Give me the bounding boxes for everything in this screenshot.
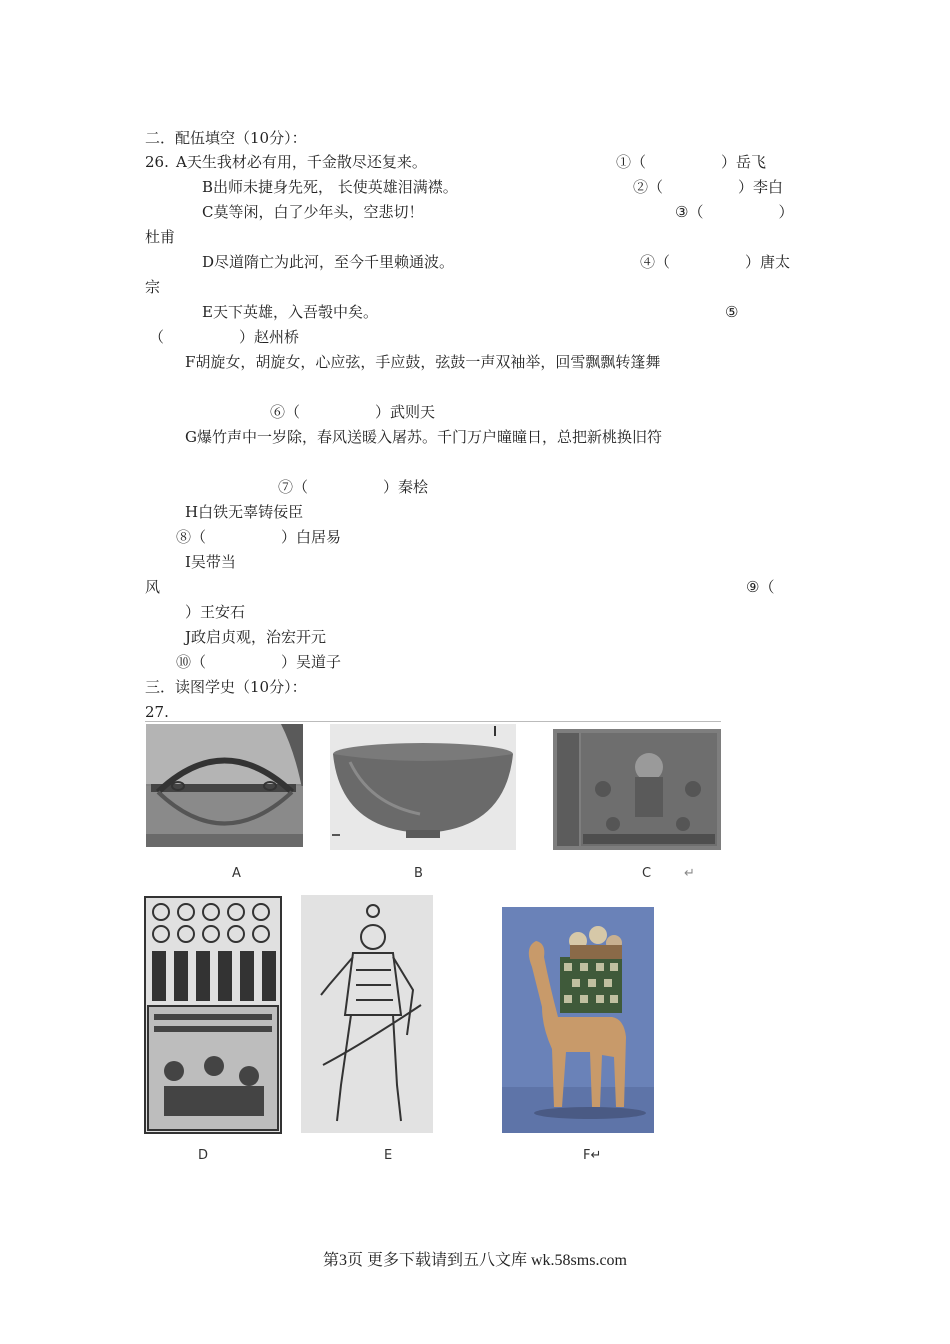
blank-4: ④（ ）唐太 bbox=[640, 253, 791, 271]
photo-a-zhaozhou-bridge bbox=[146, 724, 303, 847]
item-i-cont: 风 bbox=[145, 578, 161, 596]
item-i: I吴带当 bbox=[185, 553, 236, 571]
blank-10: ⑩（ ）吴道子 bbox=[176, 653, 342, 671]
blank-4-cont: 宗 bbox=[145, 278, 161, 296]
q27-label: 27. bbox=[145, 703, 169, 721]
caption-f: F↵ bbox=[583, 1148, 602, 1163]
item-c: C莫等闲，白了少年头，空悲切！ bbox=[202, 203, 424, 221]
item-g: G爆竹声中一岁除，春风送暖入屠苏。千门万户曈曈日，总把新桃换旧符 bbox=[185, 428, 662, 446]
section2-heading: 二．配伍填空（10分）： bbox=[145, 129, 307, 147]
photo-f-tang-sancai-camel bbox=[502, 907, 654, 1133]
caption-a: A bbox=[232, 866, 241, 881]
blank-5: ⑤ bbox=[725, 303, 739, 321]
photo-b-porcelain-bowl bbox=[330, 724, 516, 850]
page-footer: 第3页 更多下载请到五八文库 wk.58sms.com bbox=[322, 1252, 627, 1269]
divider-line bbox=[145, 721, 721, 722]
photo-d-jiaozi-paper-money bbox=[144, 896, 282, 1134]
blank-9-cont: ）王安石 bbox=[185, 603, 246, 621]
blank-8: ⑧（ ）白居易 bbox=[176, 528, 342, 546]
item-h: H白铁无辜铸佞臣 bbox=[185, 503, 304, 521]
caption-c: C bbox=[642, 866, 652, 881]
item-e: E天下英雄，入吾彀中矣。 bbox=[202, 303, 378, 321]
item-b: B出师未捷身先死， 长使英雄泪满襟。 bbox=[202, 178, 458, 196]
item-j: J政启贞观，治宏开元 bbox=[185, 628, 327, 646]
item-a: A天生我材必有用，千金散尽还复来。 bbox=[176, 153, 427, 171]
photo-c-diamond-sutra bbox=[553, 729, 721, 850]
blank-7: ⑦（ ）秦桧 bbox=[278, 478, 429, 496]
item-f: F胡旋女，胡旋女，心应弦，手应鼓，弦鼓一声双袖举，回雪飘飘转篷舞 bbox=[185, 353, 661, 371]
blank-1: ①（ ）岳飞 bbox=[616, 153, 767, 171]
q26-label: 26. bbox=[145, 153, 169, 171]
blank-9: ⑨（ bbox=[746, 578, 775, 596]
caption-d: D bbox=[198, 1148, 209, 1163]
section3-heading: 三．读图学史（10分）： bbox=[145, 678, 307, 696]
item-d: D尽道隋亡为此河，至今千里赖通波。 bbox=[202, 253, 455, 271]
return-mark: ↵ bbox=[684, 866, 695, 881]
blank-5-cont: （ ）赵州桥 bbox=[149, 328, 300, 346]
blank-3: ③（ ） bbox=[675, 203, 794, 221]
blank-3-cont: 杜甫 bbox=[145, 228, 176, 246]
caption-e: E bbox=[384, 1148, 393, 1163]
blank-6: ⑥（ ）武则天 bbox=[270, 403, 436, 421]
photo-e-warrior-drawing bbox=[301, 895, 433, 1133]
blank-2: ②（ ）李白 bbox=[633, 178, 784, 196]
caption-b: B bbox=[414, 866, 423, 881]
